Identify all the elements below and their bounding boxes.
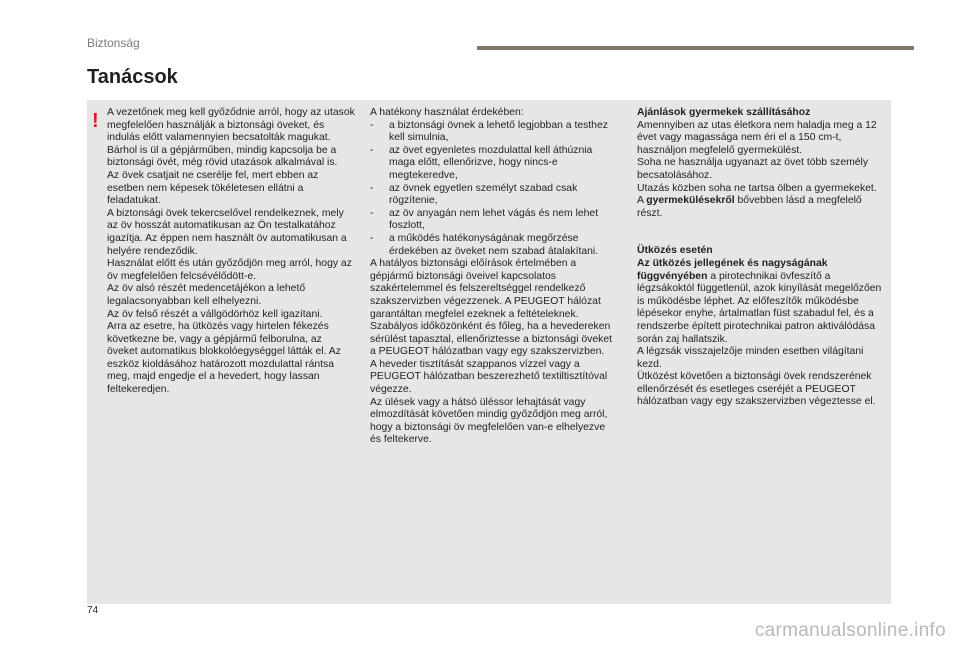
reference-suffix: bővebben lásd a megfelelő részt. (637, 195, 862, 219)
usage-list (370, 120, 618, 259)
children-heading: Ajánlások gyermekek szállításához (637, 107, 811, 118)
children-collision-column (637, 107, 885, 409)
list-item (370, 120, 618, 145)
list-dash: - (370, 207, 374, 219)
usage-paragraph: A heveder tisztítását szappanos vízzel vagy a PEUGEOT hálózatban beszerezhető textiltisztítóval végezze. (370, 358, 608, 396)
list-item-text: a biztonsági övnek a lehető legjobban a testhez kell simulnia, (389, 119, 608, 144)
list-item-text: az övnek egyetlen személyt szabad csak rögzítenie, (389, 182, 578, 207)
list-dash: - (370, 119, 374, 131)
list-dash: - (370, 182, 374, 194)
collision-text: a pirotechnikai övfeszítő a légzsákoktól függetlenül, azok kinyílását megelőzően is működésbe léphet. Az előfeszítők működésbe lépésekor enyhe, ártalmatlan füst szabadul fel, és a rendszerbe épített pirotechnikai patron aktiválódása során zaj hallatszik. (637, 270, 882, 345)
children-paragraph: Utazás közben soha ne tartsa ölben a gyermekeket. (637, 182, 877, 194)
page-title: Tanácsok (87, 66, 178, 88)
warning-paragraph: Bárhol is ül a gépjárműben, mindig kapcsolja be a biztonsági övét, még rövid utazások alkalmával is. (107, 144, 338, 169)
children-reference-paragraph (637, 195, 885, 220)
section-label: Biztonság (87, 36, 140, 50)
collision-heading: Ütközés esetén (637, 245, 713, 257)
children-paragraph: Soha ne használja ugyanazt az övet több személy becsatolásához. (637, 157, 869, 181)
collision-paragraph: Ütközést követően a biztonsági övek rendszerének ellenőrzését és esetleges cseréjét a PEUGEOT hálózatban vagy egy szakszervizben végeztesse el. (637, 371, 876, 408)
list-item (370, 183, 618, 208)
list-dash: - (370, 232, 374, 244)
warning-paragraph: Az öv alsó részét medencetájékon a lehető legalacsonyabban kell elhelyezni. (107, 283, 306, 307)
children-paragraph: Amennyiben az utas életkora nem haladja meg a 12 évet vagy magassága nem éri el a 150 cm-t, használjon megfelelő gyermekülést. (637, 119, 877, 156)
list-item (370, 145, 618, 183)
list-item (370, 208, 618, 233)
collision-paragraph (637, 258, 885, 346)
warning-exclamation-icon: ! (92, 110, 99, 132)
usage-paragraph: Az ülések vagy a hátsó üléssor lehajtását vagy elmozdítását követően mindig győződjön meg arról, hogy a biztonsági öv megfelelően van-e elhelyezve és feltekerve. (370, 396, 608, 446)
list-item-text: az öv anyagán nem lehet vágás és nem lehet foszlott, (389, 207, 599, 232)
warning-paragraph: Arra az esetre, ha ütközés vagy hirtelen fékezés következne be, vagy a gépjármű felborulna, az öveket automatikus blokkolóegységgel látták el. Az eszköz kioldásához határozott mozdulattal rántsa meg, majd engedje el a hevedert, hogy lassan feltekeredjen. (107, 321, 341, 396)
page-number: 74 (87, 605, 99, 616)
list-item-text: az övet egyenletes mozdulattal kell áthúznia maga előtt, ellenőrizve, hogy nincs-e megtekeredve, (389, 144, 593, 181)
usage-paragraph: Szabályos időközönként és főleg, ha a hevedereken sérülést tapasztal, ellenőriztesse a biztonsági öveket a PEUGEOT hálózatban vagy egy szakszervizben. (370, 321, 613, 358)
reference-prefix: A (637, 195, 647, 207)
site-watermark: carmanualsonline.info (754, 620, 946, 641)
child-seats-reference: gyermekülésekről (646, 195, 735, 207)
warning-column (107, 107, 355, 397)
usage-paragraph: A hatályos biztonsági előírások értelmében a gépjármű biztonsági öveivel kapcsolatos szakértelemmel és felszereltséggel rendelkező szakszervizben végezzenek. A PEUGEOT hálózat garantáltan megfelel ezeknek a feltételeknek. (370, 258, 601, 320)
warning-paragraph: A vezetőnek meg kell győződnie arról, hogy az utasok megfelelően használják a biztonsági öveket, és indulás előtt valamennyien becsatolták magukat. (107, 107, 355, 144)
collision-paragraph: A légzsák visszajelzője minden esetben világítani kezd. (637, 346, 864, 370)
usage-intro: A hatékony használat érdekében: (370, 107, 524, 118)
usage-column (370, 107, 618, 447)
list-item (370, 233, 618, 258)
list-dash: - (370, 144, 374, 156)
warning-paragraph: A biztonsági övek tekercselővel rendelkeznek, mely az öv hosszát automatikusan az Ön testalkatához igazítja. Az éppen nem használt öv automatikusan a helyére rendeződik. (107, 207, 347, 257)
collision-bold-lead: Az ütközés jellegének és nagyságának függvényében (637, 257, 828, 282)
warning-paragraph: Használat előtt és után győződjön meg arról, hogy az öv megfelelően felcsévélődött-e. (107, 258, 352, 282)
list-item-text: a működés hatékonyságának megőrzése érdekében az öveket nem szabad átalakítani. (389, 232, 599, 257)
warning-paragraph: Az öv felső részét a vállgödörhöz kell igazítani. (107, 308, 323, 320)
warning-paragraph: Az övek csatjait ne cserélje fel, mert ebben az esetben nem képesek tökéletesen ellátni a feladatukat. (107, 169, 319, 207)
spacer (637, 220, 885, 245)
section-divider-bar (477, 46, 914, 50)
